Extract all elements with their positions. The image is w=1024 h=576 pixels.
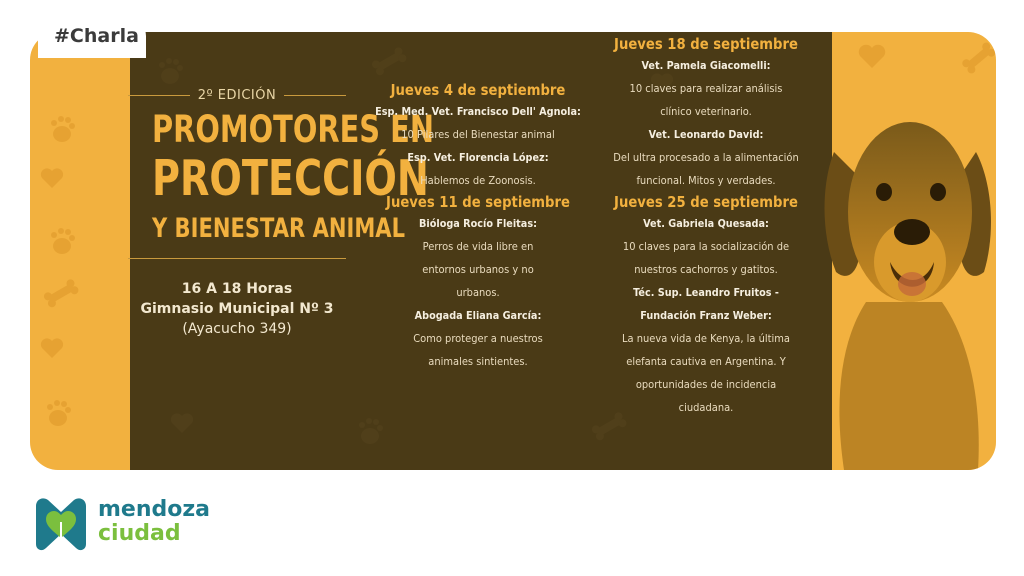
mendoza-logo-icon bbox=[30, 492, 92, 554]
heart-icon bbox=[859, 45, 885, 68]
brand-line-2: ciudad bbox=[98, 521, 181, 546]
event-hours: 16 A 18 Horas bbox=[181, 281, 293, 297]
schedule-column-right bbox=[596, 34, 816, 419]
heart-icon bbox=[41, 338, 63, 358]
bone-icon bbox=[43, 278, 80, 309]
paw-icon bbox=[47, 400, 71, 426]
paw-icon bbox=[51, 228, 75, 254]
event-title-block bbox=[128, 88, 435, 339]
title-line-2: PROTECCIÓN bbox=[151, 150, 429, 207]
schedule-column-middle bbox=[350, 80, 606, 373]
event-address: (Ayacucho 349) bbox=[182, 321, 292, 337]
heart-icon bbox=[41, 168, 63, 188]
session-date: Jueves 25 de septiembre bbox=[614, 193, 798, 211]
event-info bbox=[128, 279, 346, 339]
speaker-name: Vet. Leonardo David: bbox=[648, 128, 764, 141]
bone-icon bbox=[961, 41, 996, 75]
session-date: Jueves 18 de septiembre bbox=[614, 35, 798, 53]
event-venue: Gimnasio Municipal Nº 3 bbox=[140, 301, 334, 317]
divider bbox=[284, 95, 346, 96]
speaker-name: Abogada Eliana García: bbox=[414, 309, 542, 322]
speaker-name: Vet. Pamela Giacomelli: bbox=[641, 59, 771, 72]
talk-title: Del ultra procesado a la alimentación funcional. Mitos y verdades. bbox=[613, 151, 799, 187]
brand-line-1: mendoza bbox=[98, 497, 211, 522]
divider bbox=[128, 258, 346, 259]
talk-title: Hablemos de Zoonosis. bbox=[420, 174, 536, 187]
hashtag-label: #Charla bbox=[38, 18, 146, 58]
talk-title: 10 Pilares del Bienestar animal bbox=[401, 128, 555, 141]
talk-title: La nueva vida de Kenya, la última elefanta cautiva en Argentina. Y oportunidades de incidencia ciudadana. bbox=[622, 332, 790, 414]
brand-wordmark bbox=[98, 498, 210, 546]
speaker-name: Bióloga Rocío Fleitas: bbox=[419, 217, 537, 230]
divider bbox=[128, 95, 190, 96]
title-line-1: PROMOTORES EN bbox=[151, 108, 435, 151]
session-date: Jueves 11 de septiembre bbox=[386, 193, 570, 211]
speaker-name: Fundación Franz Weber: bbox=[640, 309, 772, 322]
edition-row bbox=[128, 88, 346, 103]
speaker-name: Téc. Sup. Leandro Fruitos - bbox=[633, 286, 779, 299]
talk-title: 10 claves para realizar análisis clínico veterinario. bbox=[629, 82, 783, 118]
edition-label: 2º EDICIÓN bbox=[197, 88, 277, 103]
talk-title: Como proteger a nuestros animales sintientes. bbox=[413, 332, 543, 368]
talk-title: Perros de vida libre en entornos urbanos y no urbanos. bbox=[422, 240, 534, 299]
title-line-3: Y BIENESTAR ANIMAL bbox=[151, 213, 406, 244]
dog-photo bbox=[814, 72, 996, 470]
talk-title: 10 claves para la socialización de nuestros cachorros y gatitos. bbox=[622, 240, 790, 276]
speaker-name: Esp. Vet. Florencia López: bbox=[407, 151, 549, 164]
paw-icon bbox=[51, 116, 75, 142]
speaker-name: Esp. Med. Vet. Francisco Dell' Agnola: bbox=[375, 105, 581, 118]
speaker-name: Vet. Gabriela Quesada: bbox=[643, 217, 769, 230]
session-date: Jueves 4 de septiembre bbox=[390, 81, 566, 99]
